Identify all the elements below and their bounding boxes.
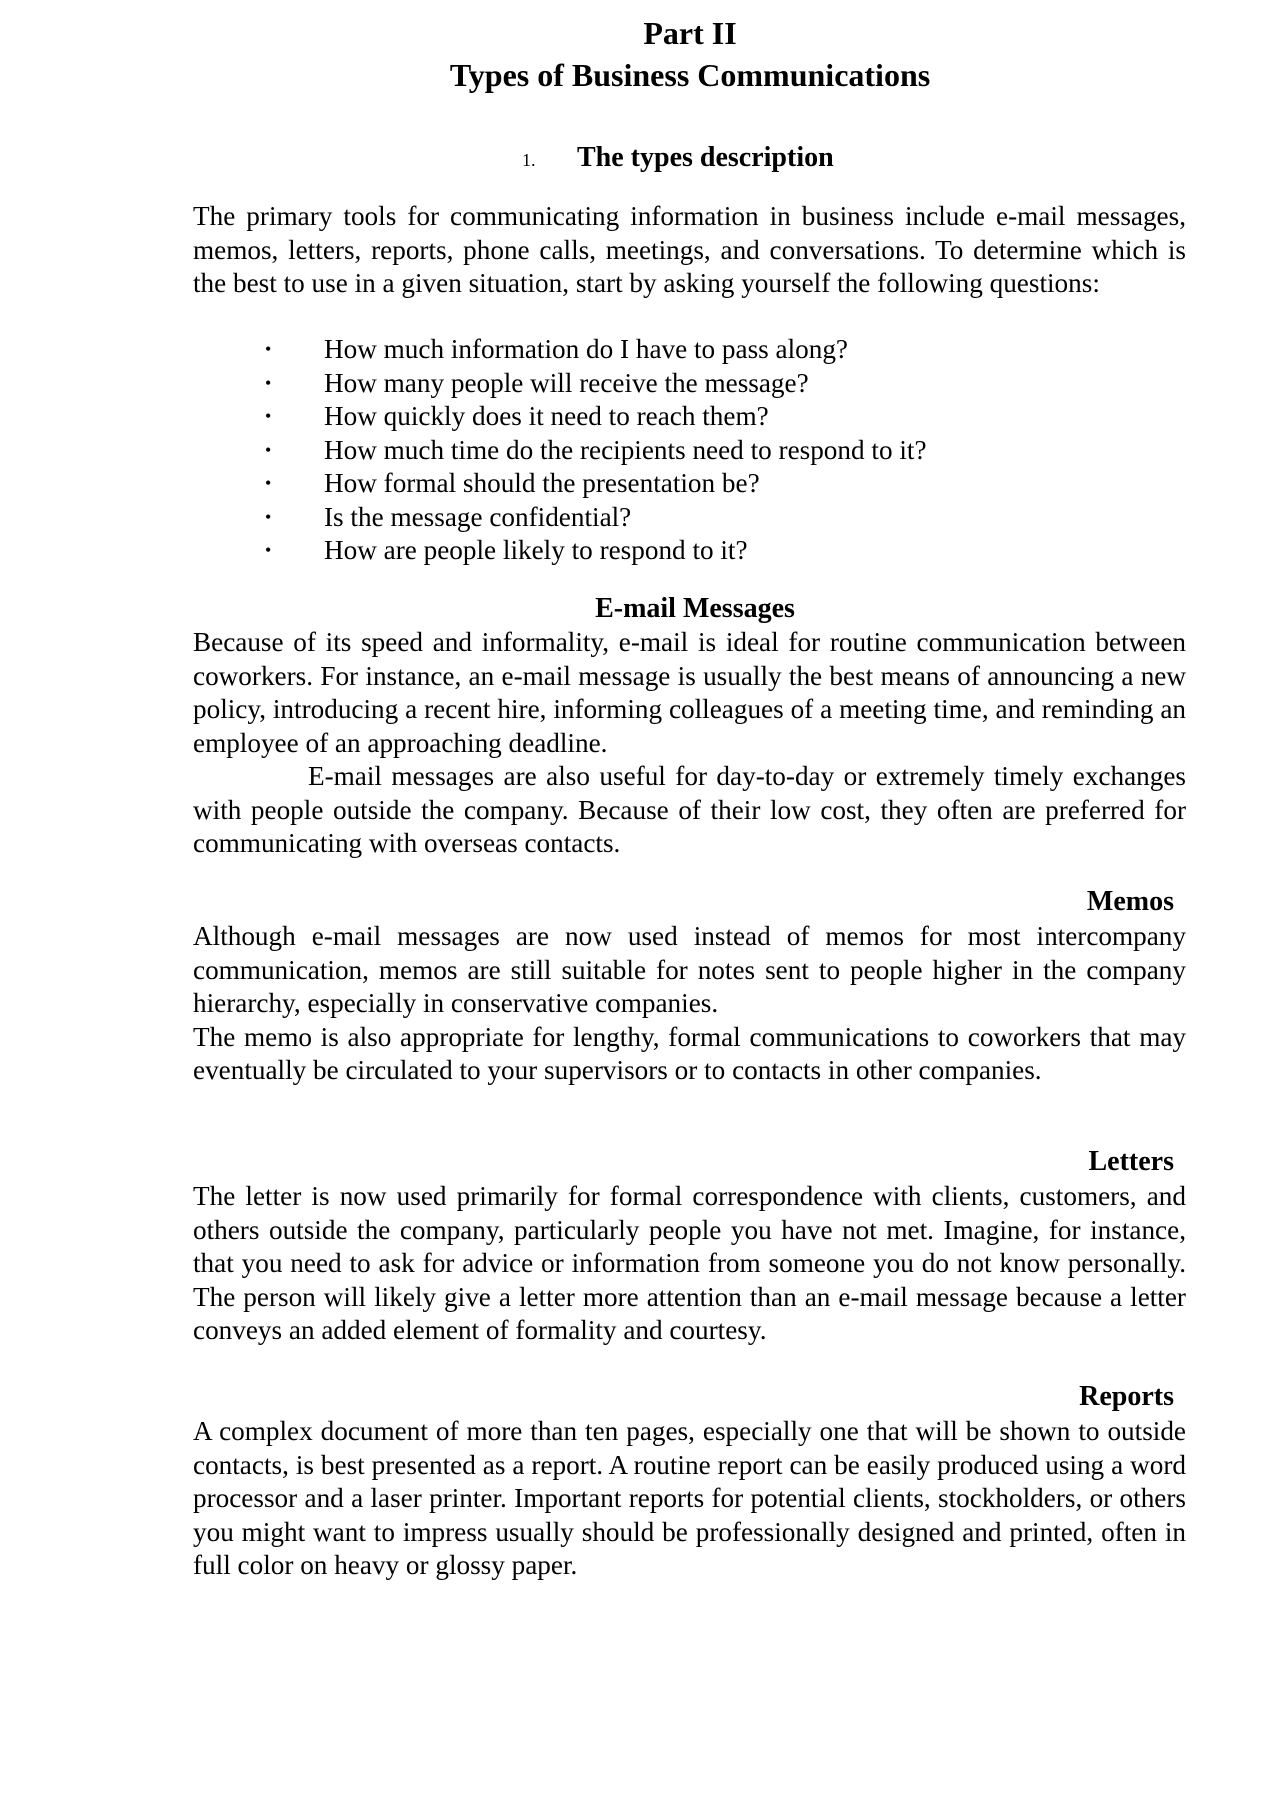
reports-paragraph-1: A complex document of more than ten pages, especially one that will be shown to outside contacts, is best presented as a report. A routine report can be easily produced using a word processor and a laser printer. Important reports for potential clients, stockholders, or others you might want to impress usually should be professionally designed and printed, often in full color on heavy or glossy paper.	[193, 1416, 1186, 1580]
bullet-icon: •	[265, 439, 272, 460]
question-text: How formal should the presentation be?	[324, 468, 760, 498]
memos-paragraph-2: The memo is also appropriate for lengthy, formal communications to coworkers that may eventually be circulated to your supervisors or to contacts in other companies.	[193, 1021, 1186, 1085]
list-item	[193, 534, 1186, 568]
email-section	[193, 626, 1186, 861]
document-title: Types of Business Communications	[449, 57, 931, 93]
list-item	[193, 367, 1186, 401]
bullet-icon: •	[265, 406, 272, 426]
memos-heading: Memos	[1086, 886, 1174, 917]
section-number: 1.	[522, 150, 536, 170]
list-item	[193, 501, 1186, 535]
section-heading	[522, 140, 834, 178]
section-title: The types description	[577, 142, 834, 173]
list-item	[193, 333, 1186, 367]
email-heading: E-mail Messages	[595, 593, 795, 624]
email-paragraph-2: E-mail messages are also useful for day-to-day or extremely timely exchanges with people outside the company. Because of their low cost, they often are preferred for communicating with overseas contacts.	[193, 761, 1186, 858]
bullet-icon: •	[265, 372, 272, 393]
question-text: How quickly does it need to reach them?	[324, 401, 769, 431]
reports-heading: Reports	[1079, 1381, 1174, 1412]
reports-section	[193, 1415, 1186, 1583]
question-text: Is the message confidential?	[324, 501, 632, 532]
question-text: How much time do the recipients need to respond to it?	[324, 434, 927, 465]
bullet-icon: •	[265, 473, 272, 493]
intro-paragraph	[193, 200, 1186, 301]
questions-list	[193, 333, 1186, 568]
question-text: How much information do I have to pass along?	[324, 334, 848, 364]
part-title: Part II	[643, 15, 737, 51]
list-item	[193, 400, 1186, 434]
list-item	[193, 467, 1186, 501]
intro-text: The primary tools for communicating information in business include e-mail messages, memos, letters, reports, phone calls, meetings, and conversations. To determine which is the best to use in a given situation, start by asking yourself the following questions:	[193, 201, 1186, 298]
letters-heading: Letters	[1088, 1146, 1174, 1177]
question-text: How many people will receive the message?	[324, 367, 809, 398]
bullet-icon: •	[265, 540, 272, 560]
question-text: How are people likely to respond to it?	[324, 535, 748, 565]
list-item	[193, 434, 1186, 468]
bullet-icon: •	[265, 339, 272, 359]
letters-paragraph-1: The letter is now used primarily for formal correspondence with clients, customers, and others outside the company, particularly people you have not met. Imagine, for instance, that you need to ask for advice or information from someone you do not know personally. The person will likely give a letter more attention than an e-mail message because a letter conveys an added element of formality and courtesy.	[193, 1181, 1186, 1345]
memos-section	[193, 920, 1186, 1088]
letters-section	[193, 1180, 1186, 1348]
memos-paragraph-1: Although e-mail messages are now used instead of memos for most intercompany communication, memos are still suitable for notes sent to people higher in the company hierarchy, especially in conservative companies.	[193, 921, 1186, 1018]
bullet-icon: •	[265, 506, 272, 527]
email-paragraph-1: Because of its speed and informality, e-mail is ideal for routine communication between coworkers. For instance, an e-mail message is usually the best means of announcing a new policy, introducing a recent hire, informing colleagues of a meeting time, and reminding an employee of an approaching deadline.	[193, 627, 1186, 758]
